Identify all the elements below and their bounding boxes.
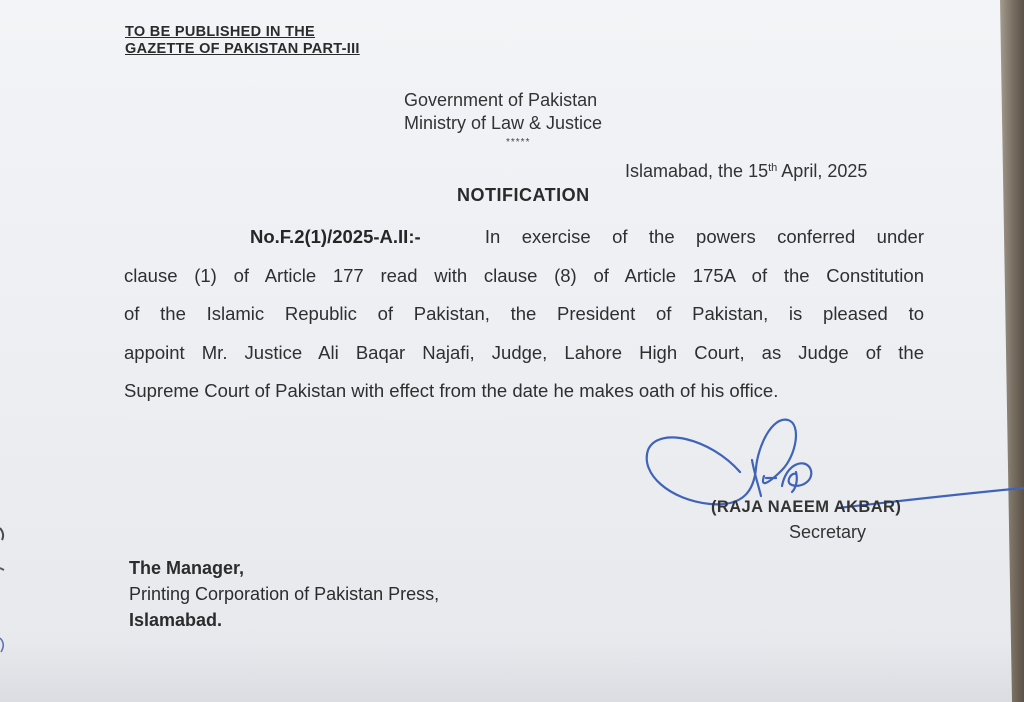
notification-title: NOTIFICATION <box>457 185 590 205</box>
heading-separator: ***** <box>506 137 531 148</box>
body-line-1 <box>124 218 924 257</box>
addressee-line1: The Manager, <box>129 558 245 578</box>
reference-number: No.F.2(1)/2025-A.II:- <box>250 226 421 247</box>
body-line-5: Supreme Court of Pakistan with effect from the date he makes oath of his office. <box>124 380 779 401</box>
addressee-line3: Islamabad. <box>129 610 223 630</box>
body-line-3: of the Islamic Republic of Pakistan, the President of Pakistan, is pleased to <box>124 303 924 324</box>
dateline-ordinal: th <box>768 162 778 174</box>
signatory-name: (RAJA NAEEM AKBAR) <box>711 498 902 516</box>
notification-body <box>124 218 924 411</box>
body-line-2: clause (1) of Article 177 read with clause (8) of Article 175A of the Constitution <box>124 264 924 286</box>
dateline <box>625 161 867 182</box>
page-edge-marks <box>0 520 10 660</box>
gazette-header-line2: GAZETTE OF PAKISTAN PART-III <box>125 41 360 57</box>
body-line-4: appoint Mr. Justice Ali Baqar Najafi, Judge, Lahore High Court, as Judge of the <box>124 341 924 363</box>
ministry-heading: Ministry of Law & Justice <box>404 113 603 133</box>
addressee-line2: Printing Corporation of Pakistan Press, <box>129 584 440 604</box>
government-heading: Government of Pakistan <box>404 90 598 110</box>
page-shadow <box>0 640 1012 702</box>
dateline-prefix: Islamabad, the 15 <box>625 161 769 181</box>
signatory-title: Secretary <box>789 522 867 542</box>
dateline-suffix: April, 2025 <box>777 161 868 181</box>
body-line-1-text: In exercise of the powers conferred under <box>484 226 924 247</box>
gazette-header-line1: TO BE PUBLISHED IN THE <box>125 24 316 40</box>
